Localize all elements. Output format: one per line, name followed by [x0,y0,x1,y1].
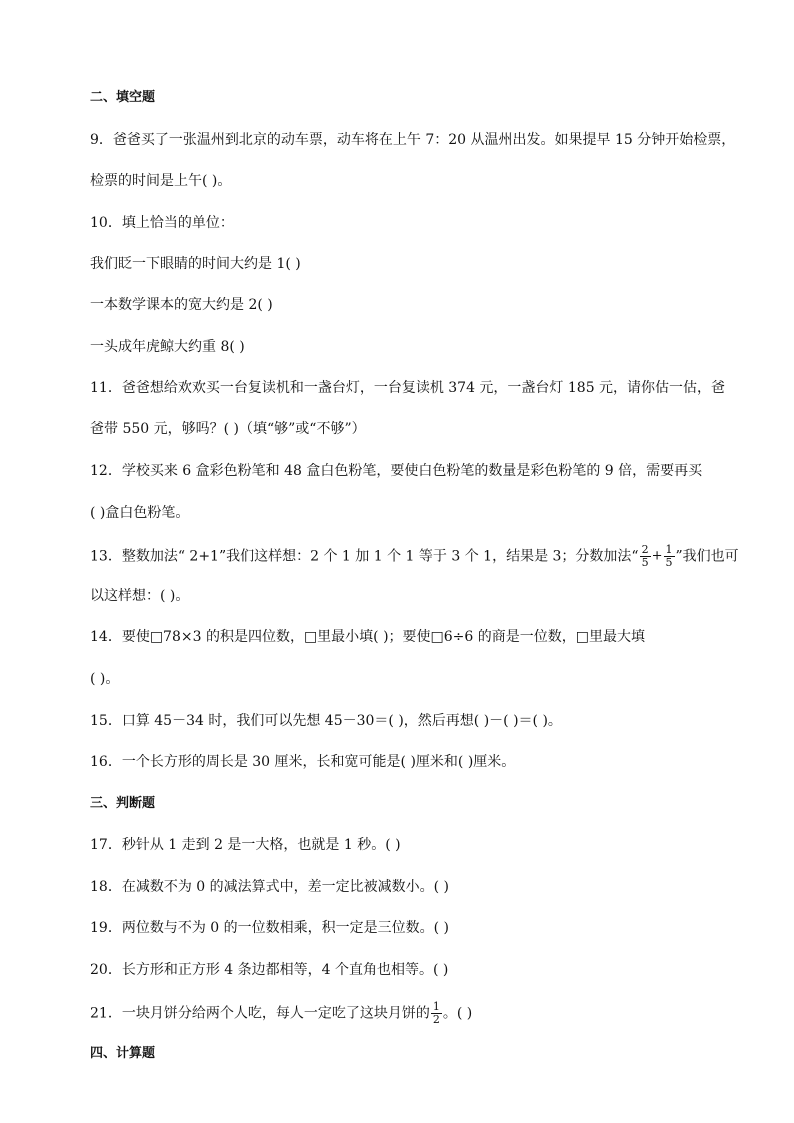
question-14-line-2: ( )。 [90,671,120,687]
question-13-line-1 [90,544,739,569]
question-19-line-1: 19．两位数与不为 0 的一位数相乘，积一定是三位数。( ) [90,920,449,936]
question-9-line-1: 9．爸爸买了一张温州到北京的动车票，动车将在上午 7：20 从温州出发。如果提早 15 分钟开始检票， [90,132,736,148]
question-9-line-2: 检票的时间是上午( )。 [90,173,232,189]
question-10-item-b: 一本数学课本的宽大约是 2( ) [90,297,273,313]
question-21-text-b: 。( ) [442,1005,473,1022]
fraction-numerator: 1 [665,543,673,556]
question-11-line-2: 爸带 550 元，够吗？( )（填“够”或“不够”） [90,421,366,437]
fraction-denominator: 2 [432,1013,440,1026]
question-15-line-1: 15．口算 45－34 时，我们可以先想 45－30＝( )，然后再想( )－( )＝( )。 [90,713,562,729]
question-14-line-1: 14．要使□78×3 的积是四位数，□里最小填( )；要使□6÷6 的商是一位数，□里最大填 [90,629,645,645]
question-21-line-1 [90,1001,472,1026]
question-18-line-1: 18．在减数不为 0 的减法算式中，差一定比被减数小。( ) [90,879,449,895]
fraction-denominator: 5 [641,556,649,569]
fraction-numerator: 1 [432,1000,440,1013]
question-12-line-2: ( )盒白色粉笔。 [90,505,190,521]
question-21-text-a: 21．一块月饼分给两个人吃，每人一定吃了这块月饼的 [90,1005,430,1022]
question-13-text-a: 13．整数加法“ 2+1”我们这样想：2 个 1 加 1 个 1 等于 3 个 1，结果是 3；分数加法“ [90,548,639,565]
section-heading-judge: 三、判断题 [90,796,156,811]
question-12-line-1: 12．学校买来 6 盒彩色粉笔和 48 盒白色粉笔，要使白色粉笔的数量是彩色粉笔的 9 倍，需要再买 [90,463,703,479]
question-17-line-1: 17．秒针从 1 走到 2 是一大格，也就是 1 秒。( ) [90,837,401,853]
plus-sign: + [651,548,663,564]
fraction-one-fifth [664,544,675,569]
fraction-two-fifths [640,544,651,569]
question-10-title: 10．填上恰当的单位： [90,215,234,231]
question-11-line-1: 11．爸爸想给欢欢买一台复读机和一盏台灯，一台复读机 374 元，一盏台灯 185 元，请你估一估，爸 [90,380,726,396]
fraction-denominator: 5 [665,556,673,569]
question-10-item-c: 一头成年虎鲸大约重 8( ) [90,339,245,355]
question-13-line-2: 以这样想：( )。 [90,588,190,604]
fraction-one-half [431,1001,442,1026]
question-10-item-a: 我们眨一下眼睛的时间大约是 1( ) [90,256,301,272]
section-heading-calculate: 四、计算题 [90,1046,156,1061]
question-13-text-b: ”我们也可 [675,548,739,565]
fraction-numerator: 2 [641,543,649,556]
question-20-line-1: 20．长方形和正方形 4 条边都相等，4 个直角也相等。( ) [90,962,449,978]
section-heading-fill-blank: 二、填空题 [90,90,156,105]
question-16-line-1: 16．一个长方形的周长是 30 厘米，长和宽可能是( )厘米和( )厘米。 [90,754,516,770]
